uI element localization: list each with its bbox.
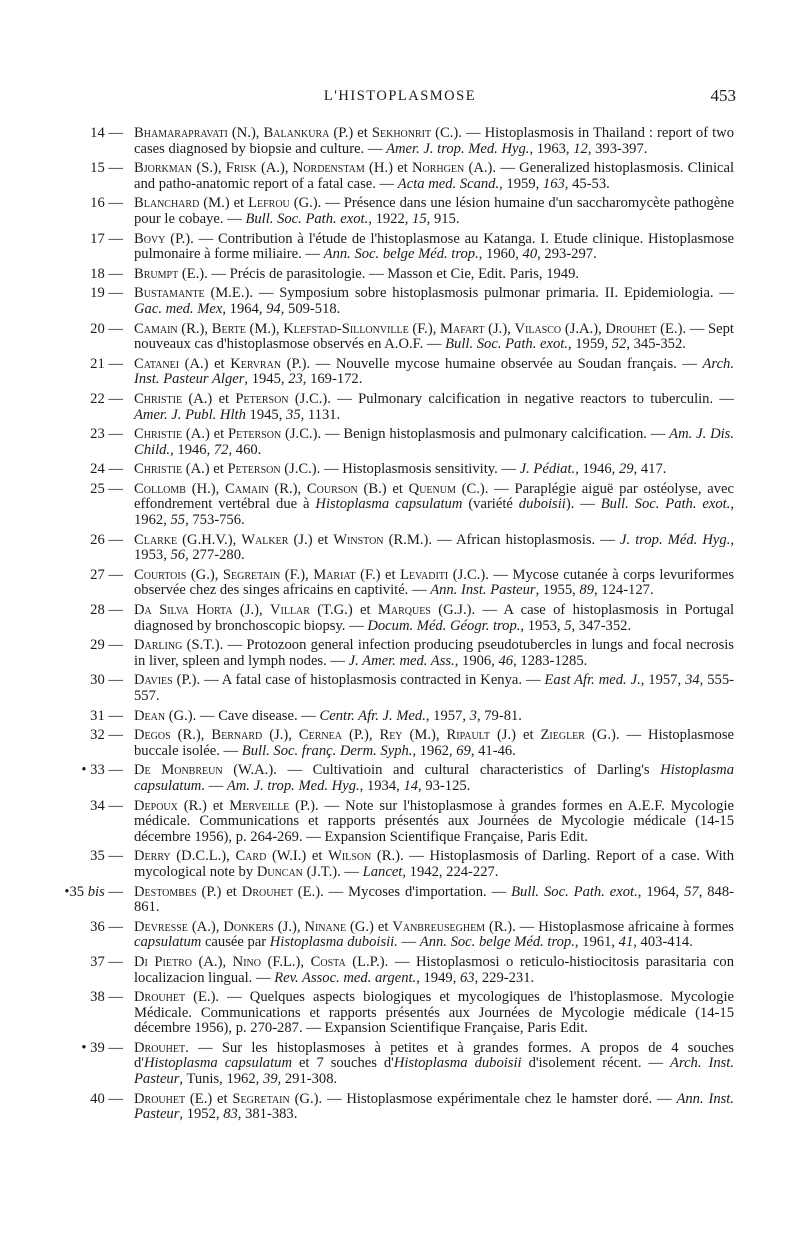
reference-entry (0, 728, 800, 759)
reference-text: Drouhet (E.) et Segretain (G.). — Histoplasmose expérimentale chez le hamster doré. — Ann. Inst. Pasteur, 1952, 83, 381-383. (134, 1090, 734, 1123)
reference-entry (0, 568, 800, 599)
reference-entry (0, 267, 800, 283)
reference-text: Bjorkman (S.), Frisk (A.), Nordenstam (H.) et Norhgen (A.). — Generalized histoplasmosis. Clinical and patho-anatomic report of a fatal case. — Acta med. Scand., 1959, 163, 45-53. (134, 160, 735, 192)
reference-text: Blanchard (M.) et Lefrou (G.). — Présence dans une lésion humaine d'un saccharomycète pathogène pour le cobaye. — Bull. Soc. Path. exot., 1922, 15, 915. (134, 195, 734, 227)
reference-number: 23 — (90, 426, 123, 443)
reference-text: Darling (S.T.). — Protozoon general infection producing pseudotubercles in lungs and focal necrosis in liver, spleen and lymph nodes. — J. Amer. med. Ass., 1906, 46, 1283-1285. (134, 637, 734, 669)
reference-text: Camain (R.), Berte (M.), Klefstad-Sillonville (F.), Mafart (J.), Vilasco (J.A.), Drouhet (E.). — Sept nouveaux cas d'histoplasmose observés en A.O.F. — Bull. Soc. Path. exot., 1959, 52, 345-352. (134, 320, 734, 353)
reference-number: 32 — (90, 727, 123, 744)
reference-entry (0, 990, 800, 1037)
reference-number: 37 — (90, 953, 123, 970)
reference-text: Depoux (R.) et Merveille (P.). — Note sur l'histoplasmose à grandes formes en A.E.F. Mycologie médicale. Communications et rapports présentés aux Journées de Mycologie médicale (14-15 décembre 1956), p. 264-269. — Expansion Scientifique Française, Paris Edit. (134, 797, 734, 845)
reference-entry (0, 196, 800, 227)
reference-text: Drouhet. — Sur les histoplasmoses à petites et à grandes formes. A propos de 4 souches d'Histoplasma capsulatum et 7 souches d'Histoplasma duboisii d'isolement récent. — Arch. Inst. Pasteur, Tunis, 1962, 39, 291-308. (134, 1039, 735, 1088)
reference-number: 30 — (90, 672, 123, 689)
reference-text: Collomb (H.), Camain (R.), Courson (B.) et Quenum (C.). — Paraplégie aiguë par ostéolyse, avec effondrement vertébral due à Histoplasma capsulatum (variété duboisii). — Bull. Soc. Path. exot., 1962, 55, 753-756. (134, 480, 735, 529)
reference-number: 16 — (90, 195, 123, 212)
reference-text: Devresse (A.), Donkers (J.), Ninane (G.) et Vanbreuseghem (R.). — Histoplasmose africaine à formes capsulatum causée par Histoplasma duboisii. — Ann. Soc. belge Méd. trop., 1961, 41, 403-414. (134, 918, 734, 951)
reference-number: 25 — (90, 480, 123, 497)
reference-number: 20 — (90, 320, 123, 337)
reference-entry (0, 920, 800, 951)
reference-entry (0, 392, 800, 423)
reference-number: 26 — (90, 531, 123, 548)
reference-entry (0, 126, 800, 157)
reference-entry (0, 427, 800, 458)
reference-entry (0, 709, 800, 725)
reference-entry (0, 482, 800, 529)
reference-entry (0, 357, 800, 388)
running-title: L'HISTOPLASMOSE (323, 88, 477, 104)
reference-text: Christie (A.) et Peterson (J.C.). — Benign histoplasmosis and pulmonary calcification. — Am. J. Dis. Child., 1946, 72, 460. (134, 426, 734, 458)
reference-text: Davies (P.). — A fatal case of histoplasmosis contracted in Kenya. — East Afr. med. J., 1957, 34, 555-557. (134, 672, 734, 704)
reference-text: Drouhet (E.). — Quelques aspects biologiques et mycologiques de l'histoplasmose. Mycologie Médicale. Communications et rapports présentés aux Journées de Mycologie médicale (14-15 décembre 1956), p. 270-287. — Expansion Scientifique Française, Paris Edit. (134, 989, 734, 1037)
reference-number: 22 — (90, 390, 123, 407)
reference-entry (0, 462, 800, 478)
reference-number: 34 — (90, 797, 123, 814)
reference-text: Catanei (A.) et Kervran (P.). — Nouvelle mycose humaine observée au Soudan français. — Arch. Inst. Pasteur Alger, 1945, 23, 169-172. (134, 355, 734, 388)
reference-entry (0, 673, 800, 704)
reference-text: Bovy (P.). — Contribution à l'étude de l'histoplasmose au Katanga. I. Etude clinique. Histoplasmose pulmonaire à forme miliaire. — Ann. Soc. belge Méd. trop., 1960, 40, 293-297. (134, 230, 734, 263)
reference-entry (0, 232, 800, 263)
reference-text: Destombes (P.) et Drouhet (E.). — Mycoses d'importation. — Bull. Soc. Path. exot., 1964, 57, 848-861. (134, 883, 735, 916)
reference-text: Christie (A.) et Peterson (J.C.). — Histoplasmosis sensitivity. — J. Pédiat., 1946, 29, 417. (134, 461, 667, 478)
reference-number: 15 — (90, 160, 123, 177)
reference-list (0, 126, 800, 1127)
reference-entry (0, 1041, 800, 1088)
reference-entry (0, 849, 800, 880)
reference-text: Derry (D.C.L.), Card (W.I.) et Wilson (R.). — Histoplasmosis of Darling. Report of a case. With mycological note by Duncan (J.T.). — Lancet, 1942, 224-227. (134, 848, 734, 880)
reference-text: Bustamante (M.E.). — Symposium sobre histoplasmosis pulmonar primaria. II. Epidemiologia. — Gac. med. Mex, 1964, 94, 509-518. (134, 285, 734, 317)
reference-number: 28 — (90, 602, 123, 619)
reference-number: 21 — (90, 355, 123, 372)
reference-entry (0, 322, 800, 353)
reference-entry (0, 533, 800, 564)
reference-number: 40 — (90, 1090, 123, 1107)
reference-number: 19 — (90, 285, 123, 302)
reference-number: 24 — (90, 461, 123, 478)
reference-number: 31 — (90, 707, 123, 724)
page-number: 453 (710, 86, 736, 105)
reference-number: 17 — (90, 230, 123, 247)
reference-text: Christie (A.) et Peterson (J.C.). — Pulmonary calcification in negative reactors to tuberculin. — Amer. J. Publ. Hlth 1945, 35, 1131. (134, 390, 735, 423)
reference-number: • 33 — (81, 762, 123, 779)
reference-text: Degos (R.), Bernard (J.), Cernea (P.), Rey (M.), Ripault (J.) et Ziegler (G.). — Histoplasmose buccale isolée. — Bull. Soc. franç. Derm. Syph., 1962, 69, 41-46. (134, 727, 734, 759)
reference-number: 27 — (90, 566, 123, 583)
reference-entry (0, 603, 800, 634)
reference-text: Brumpt (E.). — Précis de parasitologie. — Masson et Cie, Edit. Paris, 1949. (134, 265, 580, 282)
reference-number: 14 — (90, 125, 123, 141)
reference-entry (0, 763, 800, 794)
reference-text: Dean (G.). — Cave disease. — Centr. Afr. J. Med., 1957, 3, 79-81. (134, 707, 522, 724)
reference-number: 29 — (90, 637, 123, 654)
reference-number: 35 — (90, 848, 123, 865)
reference-number: 18 — (90, 265, 123, 282)
page-header (0, 86, 800, 110)
reference-entry (0, 955, 800, 986)
reference-entry (0, 161, 800, 192)
reference-text: Bhamarapravati (N.), Balankura (P.) et Sekhonrit (C.). — Histoplasmosis in Thailand : report of two cases diagnosed by biopsie and culture. — Amer. J. trop. Med. Hyg., 1963, 12, 393-397. (134, 125, 734, 157)
reference-number: 38 — (90, 989, 123, 1006)
reference-entry (0, 1092, 800, 1123)
reference-entry (0, 638, 800, 669)
reference-entry (0, 286, 800, 317)
reference-text: Courtois (G.), Segretain (F.), Mariat (F.) et Levaditi (J.C.). — Mycose cutanée à corps levuriformes observée chez des singes africains en captivité. — Ann. Inst. Pasteur, 1955, 89, 124-127. (134, 566, 734, 599)
reference-entry (0, 799, 800, 846)
reference-text: De Monbreun (W.A.). — Cultivatioin and cultural characteristics of Darling's Histoplasma capsulatum. — Am. J. trop. Med. Hyg., 1934, 14, 93-125. (134, 762, 734, 794)
reference-text: Di Pietro (A.), Nino (F.L.), Costa (L.P.). — Histoplasmosi o reticulo-histiocitosis parasitaria con localizacion lingual. — Rev. Assoc. med. argent., 1949, 63, 229-231. (134, 953, 735, 986)
reference-number: 36 — (90, 918, 123, 935)
reference-text: Clarke (G.H.V.), Walker (J.) et Winston (R.M.). — African histoplasmosis. — J. trop. Méd. Hyg., 1953, 56, 277-280. (134, 531, 734, 564)
reference-number: •35 bis — (64, 883, 123, 900)
reference-number: • 39 — (81, 1039, 123, 1056)
reference-text: Da Silva Horta (J.), Villar (T.G.) et Marques (G.J.). — A case of histoplasmosis in Portugal diagnosed by bronchoscopic biopsy. — Docum. Méd. Géogr. trop., 1953, 5, 347-352. (134, 602, 734, 634)
reference-entry (0, 885, 800, 916)
